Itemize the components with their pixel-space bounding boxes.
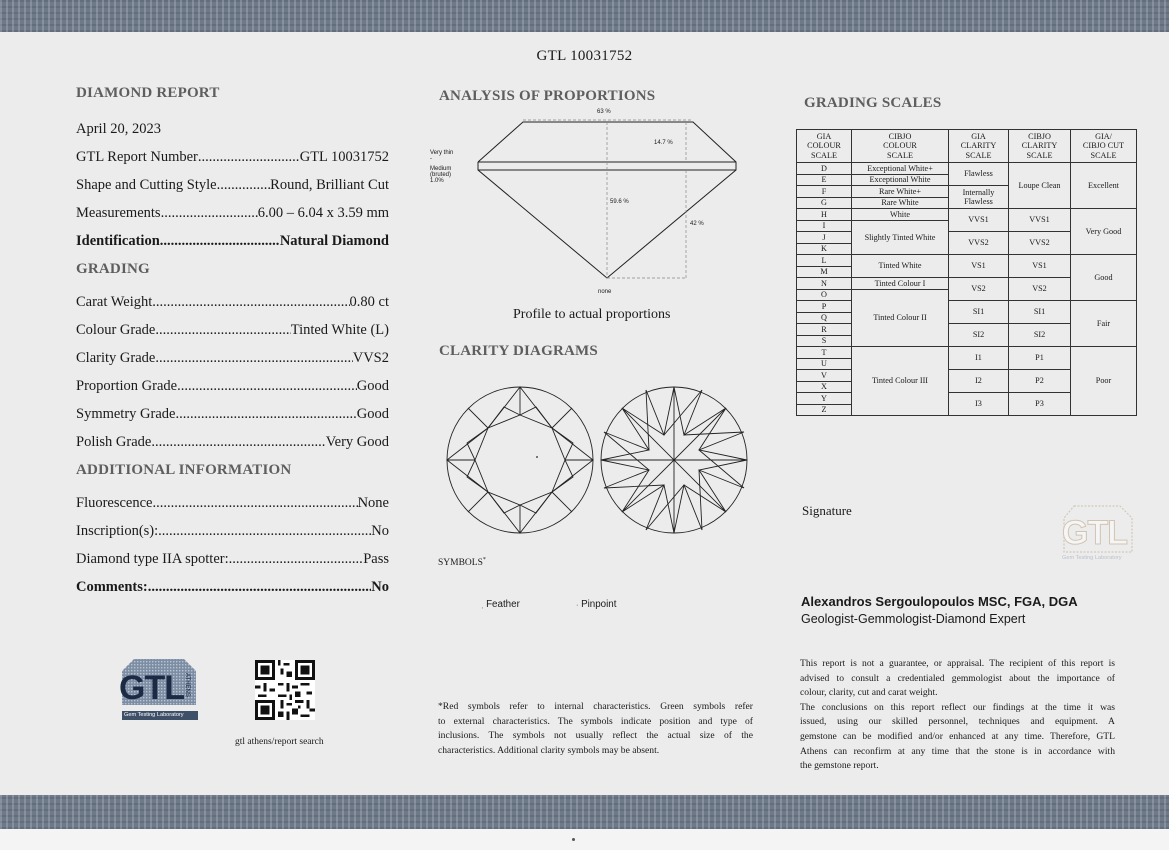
clarity-diagrams-title: CLARITY DIAGRAMS — [439, 343, 598, 359]
girdle-thickness-label: Very thin - Medium (bruted) 1.0% — [430, 150, 454, 185]
proportions-diagram — [428, 106, 758, 301]
report-date: April 20, 2023 — [76, 121, 161, 137]
symbol-feather: ˌ Feather — [481, 599, 520, 610]
table-percent: 63 % — [597, 109, 611, 115]
header-gia-clarity: GIA CLARITY SCALE — [949, 130, 1009, 163]
total-depth-percent: 59.6 % — [610, 199, 629, 205]
bottom-security-band — [0, 795, 1169, 829]
gtl-watermark-logo: GTL Gem Testing Laboratory — [1058, 500, 1138, 568]
culet-label: none — [598, 289, 612, 295]
header-cibjo-colour: CIBJO COLOUR SCALE — [852, 130, 949, 163]
additional-row-fluorescence: Fluorescence ..... None — [76, 495, 389, 512]
diamond-report-title: DIAMOND REPORT — [76, 85, 220, 101]
detail-row-measurements: Measurements ..... 6.00 – 6.04 x 3.59 mm — [76, 205, 389, 222]
symbol-pinpoint: · Pinpoint — [576, 599, 617, 610]
grading-row-colour: Colour Grade ..... Tinted White (L) — [76, 322, 389, 339]
signature-label: Signature — [802, 503, 852, 518]
crown-view-diagram — [445, 385, 595, 540]
disclaimer-text: This report is not a guarantee, or appraisal. The recipient of this report is advised to consult a credentialed gemmologist about the importance of colour, clarity, cut and carat weight. The conclusions on this report reflect our findings at the time it was issued, using our skilled personnel, techniques and equipment. A gemstone can be modified and/or enhanced at any time. Therefore, GTL Athens can reconfirm at any time that the stone is in accordance with the gemstone report. — [800, 658, 1115, 772]
pavilion-depth-percent: 42 % — [690, 221, 704, 227]
header-cibjo-clarity: CIBJO CLARITY SCALE — [1009, 130, 1071, 163]
clarity-symbol-note: *Red symbols refer to internal characteristics. Green symbols refer to external characteristics. The symbols indicate position and type of inclusions. The symbols not usually reflect the actual size of the characteristics. Additional clarity symbols may be absent. — [438, 701, 753, 756]
grading-row-clarity: Clarity Grade ..... VVS2 — [76, 350, 389, 367]
header-cut-scale: GIA/ CIBJO CUT SCALE — [1071, 130, 1137, 163]
scan-dot — [572, 838, 575, 841]
report-number-header: GTL 10031752 — [536, 48, 633, 64]
detail-row-report-number: GTL Report Number ..... GTL 10031752 — [76, 149, 389, 166]
paper-edge — [0, 829, 1169, 850]
detail-row-shape: Shape and Cutting Style ..... Round, Brilliant Cut — [76, 177, 389, 194]
expert-title: Geologist-Gemmologist-Diamond Expert — [801, 612, 1026, 626]
additional-row-inscriptions: Inscription(s): ..... No — [76, 523, 389, 540]
top-security-band — [0, 0, 1169, 32]
qr-caption: gtl athens/report search — [235, 737, 324, 747]
additional-row-type-iia: Diamond type IIA spotter: ..... Pass — [76, 551, 389, 568]
header-gia-colour: GIA COLOUR SCALE — [797, 130, 852, 163]
grading-title: GRADING — [76, 261, 150, 277]
symbols-label: SYMBOLS* — [438, 557, 486, 569]
pavilion-view-diagram — [599, 385, 749, 540]
crown-height-percent: 14.7 % — [654, 140, 673, 146]
grading-row-proportion: Proportion Grade ..... Good — [76, 378, 389, 395]
feather-symbol-icon: ˌ — [481, 602, 484, 609]
gtl-logo: GTL ATHENS Gem Testing Laboratory — [116, 655, 202, 723]
pinpoint-symbol-icon: · — [576, 602, 579, 609]
proportions-title: ANALYSIS OF PROPORTIONS — [439, 88, 656, 104]
grading-row-polish: Polish Grade ..... Very Good — [76, 434, 389, 451]
detail-row-identification: Identification ..... Natural Diamond — [76, 233, 389, 250]
grading-scales-title: GRADING SCALES — [804, 95, 942, 111]
additional-info-title: ADDITIONAL INFORMATION — [76, 462, 292, 478]
grading-row-carat: Carat Weight ..... 0.80 ct — [76, 294, 389, 311]
grading-row-symmetry: Symmetry Grade ..... Good — [76, 406, 389, 423]
qr-code[interactable] — [255, 660, 315, 725]
profile-caption: Profile to actual proportions — [513, 307, 671, 322]
grading-scales-table: GIA COLOUR SCALE CIBJO COLOUR SCALE GIA CLARITY SCALE CIBJO CLARITY SCALE GIA/ CIBJO CUT SCALE D Exceptional White+ Flawless Loupe Clean Excellent E Exceptional White F Rare White+ Internally Flawless G Rare White H White VVS1 VVS1 Very Good I Slightly Tinted White J VVS2 VVS2 K L Tinted White VS1 VS1 Good M N Tinted Colour I VS2 VS2 O Tinted Colour II P SI1 SI1 Fair Q R SI2 SI2 S T Tinted Colour III I1 P1 Poor U V I2 P2 X Y I3 P3 Z — [796, 129, 1137, 416]
additional-row-comments: Comments: ..... No — [76, 579, 389, 596]
expert-name: Alexandros Sergoulopoulos MSC, FGA, DGA — [801, 594, 1078, 609]
